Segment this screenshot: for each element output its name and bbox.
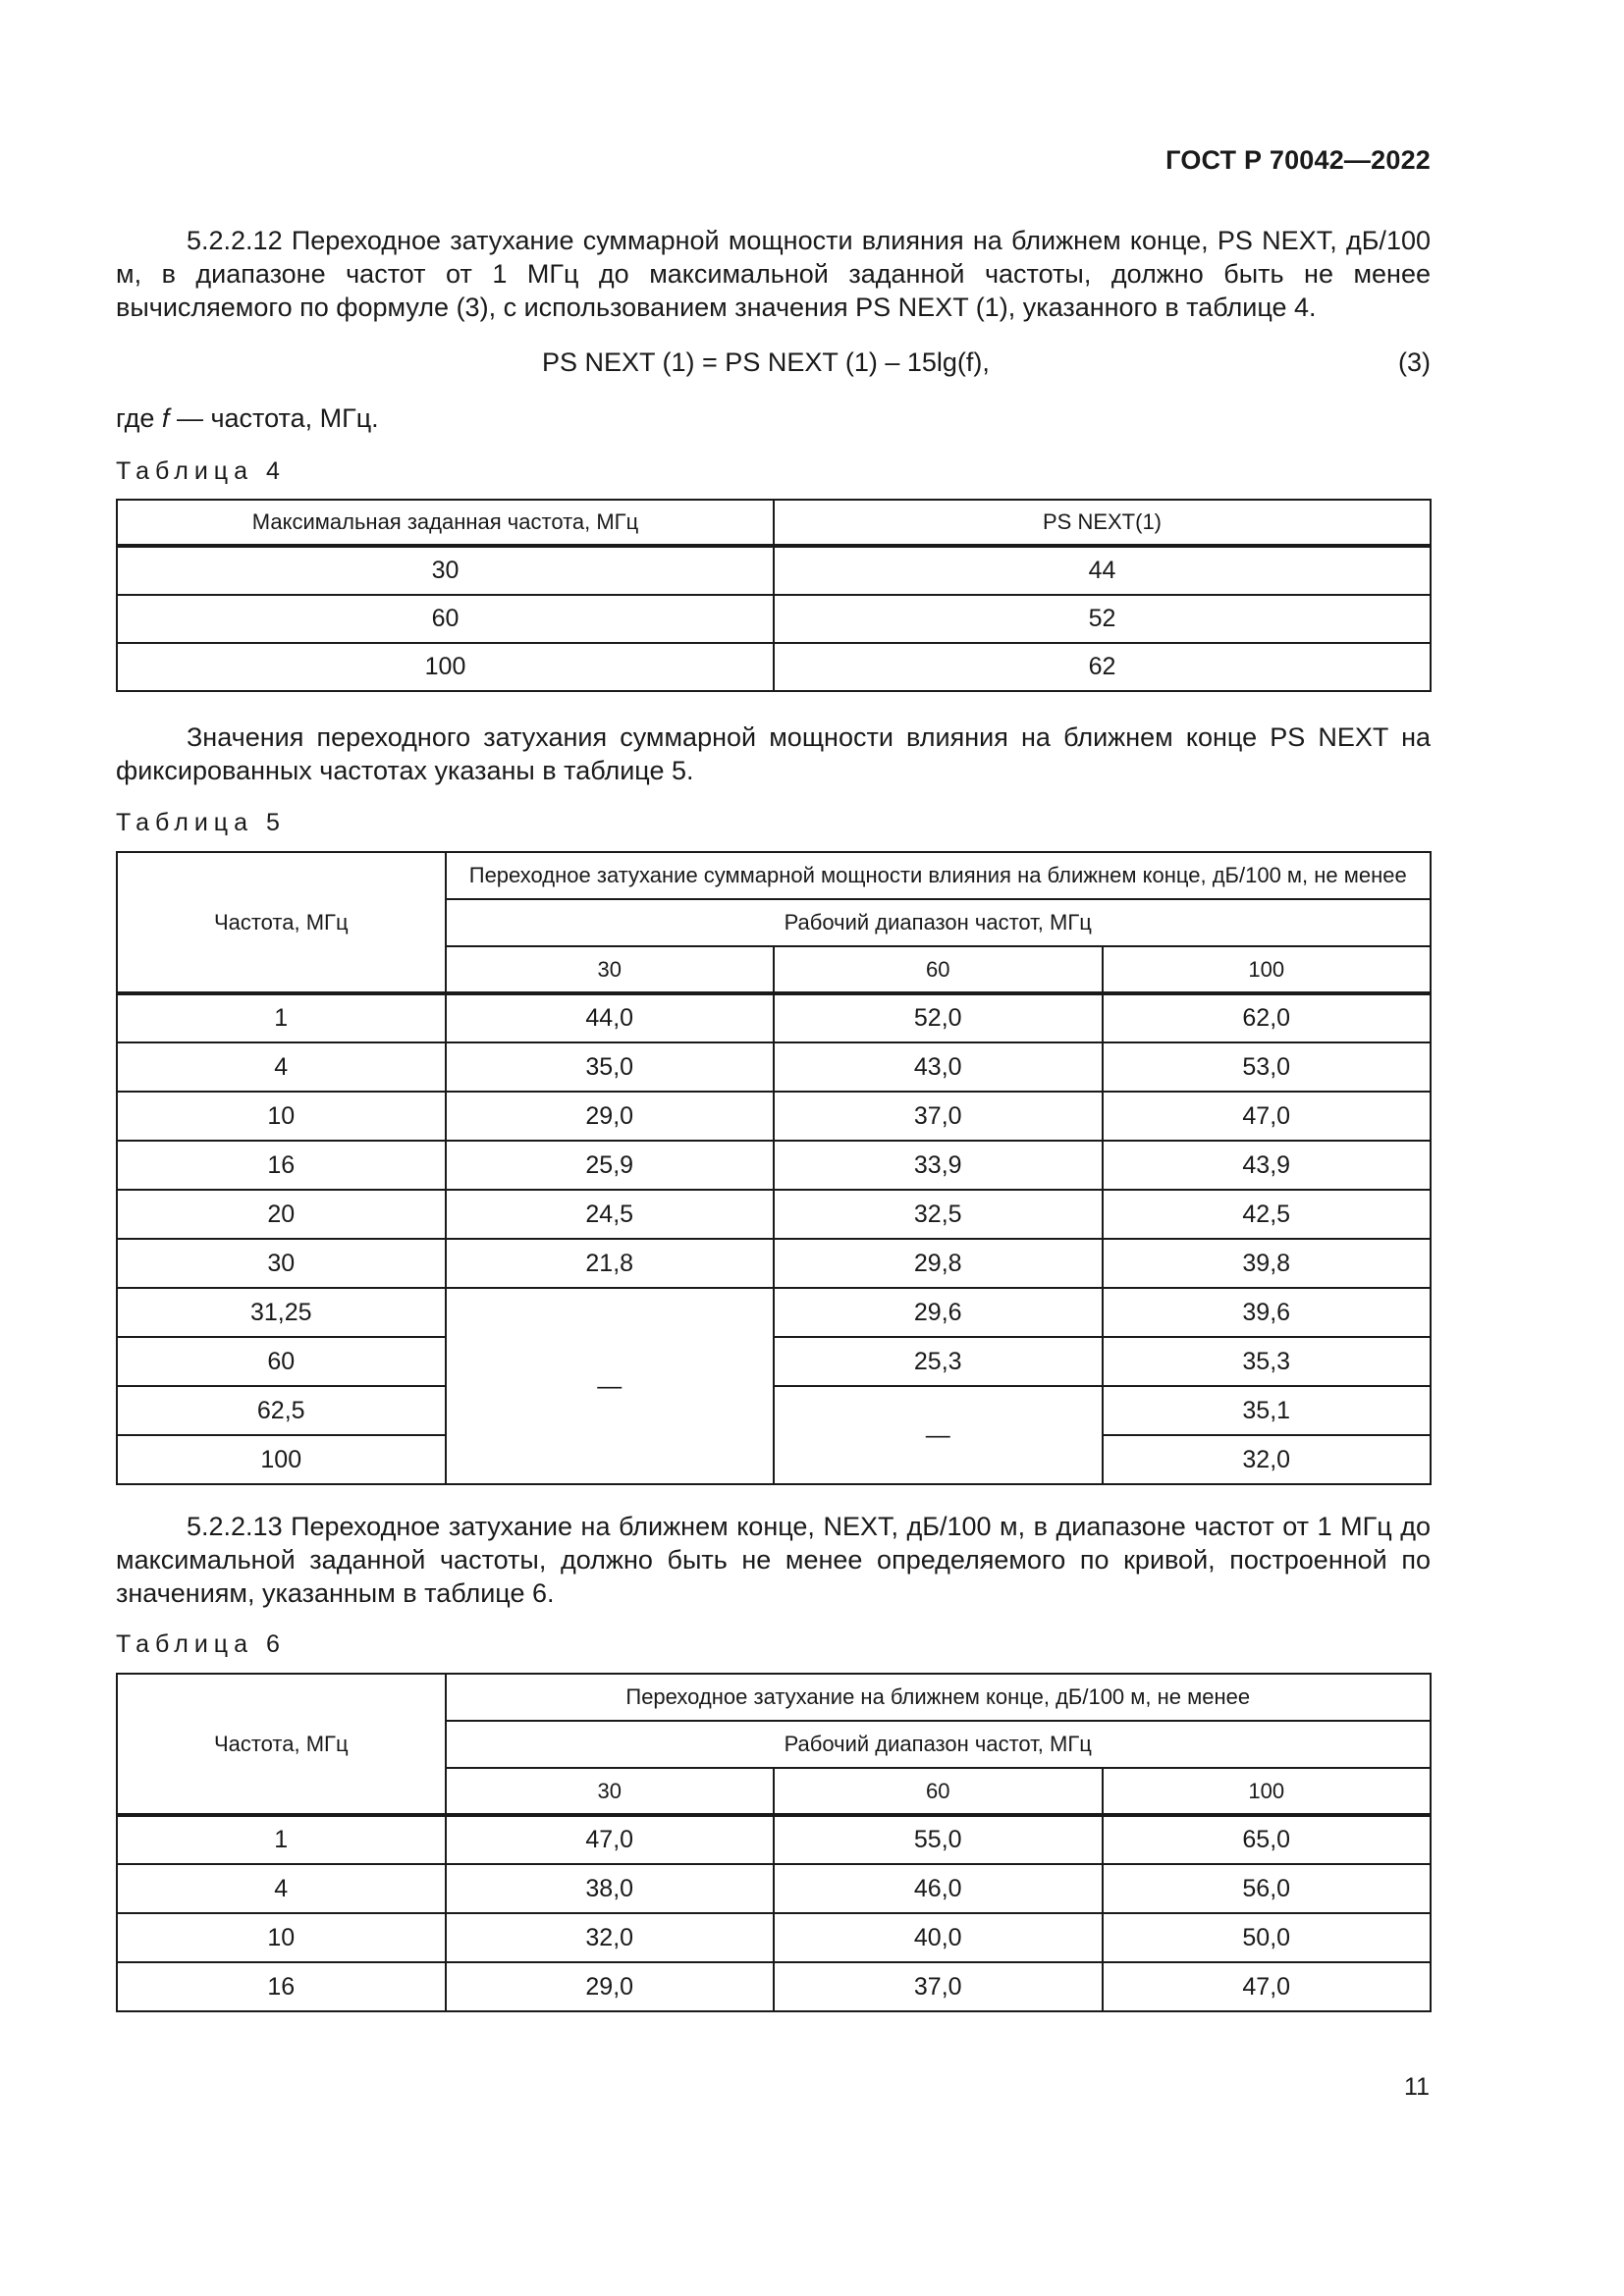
paragraph-5-2-2-13: 5.2.2.13 Переходное затухание на ближнем конце, NEXT, дБ/100 м, в диапазоне частот от 1 МГц до максимальной заданной частоты, должно быть не менее определяемого по кривой, построенной по значениям, указанным в таблице 6. xyxy=(116,1512,1431,1608)
table-5-caption: Таблица 5 xyxy=(116,809,286,836)
table-cell: 42,5 xyxy=(1103,1190,1432,1239)
table-cell: 32,0 xyxy=(1103,1435,1432,1484)
table-row xyxy=(117,546,1431,595)
table-cell: 29,0 xyxy=(446,1962,775,2011)
table-cell: 62 xyxy=(774,643,1431,691)
table-cell: 100 xyxy=(117,1435,446,1484)
table-cell: 10 xyxy=(117,1913,446,1962)
table-header-cell: Максимальная заданная частота, МГц xyxy=(117,500,774,546)
table-header-cell: Рабочий диапазон частот, МГц xyxy=(446,1721,1432,1768)
table-cell: 16 xyxy=(117,1962,446,2011)
table-row xyxy=(117,1815,1431,1864)
table-cell: 53,0 xyxy=(1103,1042,1432,1092)
table-cell: 32,5 xyxy=(774,1190,1103,1239)
table-cell: 1 xyxy=(117,1815,446,1864)
table-row xyxy=(117,1864,1431,1913)
table-cell: 55,0 xyxy=(774,1815,1103,1864)
paragraph-5-2-2-12: 5.2.2.12 Переходное затухание суммарной мощности влияния на ближнем конце, PS NEXT, дБ/100 м, в диапазоне частот от 1 МГц до максимальной заданной частоты, должно быть не менее вычисляемого по формуле (3), с использованием значения PS NEXT (1), указанного в таблице 4. xyxy=(116,226,1431,322)
table-header-row xyxy=(117,500,1431,546)
table-cell: 35,3 xyxy=(1103,1337,1432,1386)
table-cell: 25,9 xyxy=(446,1141,775,1190)
table-row xyxy=(117,1042,1431,1092)
table-header-cell: 100 xyxy=(1103,1768,1432,1815)
table-cell: 62,0 xyxy=(1103,993,1432,1042)
table-header-row xyxy=(117,1674,1431,1721)
table-6-caption: Таблица 6 xyxy=(116,1630,286,1658)
table-row xyxy=(117,1337,1431,1386)
table-cell: 31,25 xyxy=(117,1288,446,1337)
table-cell: 35,0 xyxy=(446,1042,775,1092)
table-cell: 30 xyxy=(117,546,774,595)
table-header-cell: Частота, МГц xyxy=(117,1674,446,1815)
table-cell: 37,0 xyxy=(774,1092,1103,1141)
table-cell: 39,6 xyxy=(1103,1288,1432,1337)
table-header-cell: 30 xyxy=(446,1768,775,1815)
table-cell: 100 xyxy=(117,643,774,691)
table-cell: 29,6 xyxy=(774,1288,1103,1337)
table-cell: 29,0 xyxy=(446,1092,775,1141)
paragraph-table-5-intro: Значения переходного затухания суммарной мощности влияния на ближнем конце PS NEXT на фиксированных частотах указаны в таблице 5. xyxy=(116,722,1431,785)
table-header-row xyxy=(117,852,1431,899)
table-cell: 20 xyxy=(117,1190,446,1239)
table-cell: 30 xyxy=(117,1239,446,1288)
table-cell: 32,0 xyxy=(446,1913,775,1962)
table-header-cell: Переходное затухание на ближнем конце, дБ/100 м, не менее xyxy=(446,1674,1432,1721)
table-4-caption: Таблица 4 xyxy=(116,457,286,485)
table-header-cell: Частота, МГц xyxy=(117,852,446,993)
table-cell: 24,5 xyxy=(446,1190,775,1239)
table-cell-dash: — xyxy=(446,1288,775,1484)
table-4 xyxy=(116,499,1432,692)
table-cell: 56,0 xyxy=(1103,1864,1432,1913)
table-cell: 21,8 xyxy=(446,1239,775,1288)
table-header-cell: Переходное затухание суммарной мощности влияния на ближнем конце, дБ/100 м, не менее xyxy=(446,852,1432,899)
table-cell: 40,0 xyxy=(774,1913,1103,1962)
table-cell: 35,1 xyxy=(1103,1386,1432,1435)
table-row xyxy=(117,1288,1431,1337)
table-cell: 46,0 xyxy=(774,1864,1103,1913)
formula-where xyxy=(116,401,379,435)
table-cell: 10 xyxy=(117,1092,446,1141)
table-row xyxy=(117,595,1431,643)
document-code: ГОСТ Р 70042—2022 xyxy=(1165,145,1431,175)
table-cell: 4 xyxy=(117,1042,446,1092)
table-cell: 33,9 xyxy=(774,1141,1103,1190)
table-cell: 38,0 xyxy=(446,1864,775,1913)
table-row xyxy=(117,1141,1431,1190)
formula-expression: PS NEXT (1) = PS NEXT (1) – 15lg(f), xyxy=(542,347,990,377)
table-row xyxy=(117,993,1431,1042)
table-row xyxy=(117,1962,1431,2011)
table-cell: 44 xyxy=(774,546,1431,595)
table-cell: 47,0 xyxy=(1103,1092,1432,1141)
table-header-cell: 60 xyxy=(774,1768,1103,1815)
table-cell: 47,0 xyxy=(446,1815,775,1864)
table-5 xyxy=(116,851,1432,1485)
table-row xyxy=(117,1913,1431,1962)
where-prefix: где xyxy=(116,403,162,433)
table-cell: 43,9 xyxy=(1103,1141,1432,1190)
table-cell: 52 xyxy=(774,595,1431,643)
table-header-cell: 60 xyxy=(774,946,1103,993)
formula-number: (3) xyxy=(1398,347,1431,377)
table-cell: 60 xyxy=(117,595,774,643)
formula-3 xyxy=(116,346,1431,379)
page-number: 11 xyxy=(1404,2073,1430,2101)
table-cell: 62,5 xyxy=(117,1386,446,1435)
where-suffix: — частота, МГц. xyxy=(169,403,379,433)
table-cell: 16 xyxy=(117,1141,446,1190)
table-header-cell: Рабочий диапазон частот, МГц xyxy=(446,899,1432,946)
table-cell: 1 xyxy=(117,993,446,1042)
table-6 xyxy=(116,1673,1432,2012)
table-cell: 44,0 xyxy=(446,993,775,1042)
table-row xyxy=(117,1190,1431,1239)
table-row xyxy=(117,643,1431,691)
table-cell: 60 xyxy=(117,1337,446,1386)
table-row xyxy=(117,1239,1431,1288)
table-cell-dash: — xyxy=(774,1386,1103,1484)
table-cell: 43,0 xyxy=(774,1042,1103,1092)
table-row xyxy=(117,1092,1431,1141)
table-cell: 37,0 xyxy=(774,1962,1103,2011)
table-header-cell: 30 xyxy=(446,946,775,993)
table-cell: 50,0 xyxy=(1103,1913,1432,1962)
table-header-cell: 100 xyxy=(1103,946,1432,993)
table-row xyxy=(117,1386,1431,1435)
table-cell: 29,8 xyxy=(774,1239,1103,1288)
table-cell: 47,0 xyxy=(1103,1962,1432,2011)
where-variable: f xyxy=(161,403,170,433)
table-cell: 52,0 xyxy=(774,993,1103,1042)
table-cell: 39,8 xyxy=(1103,1239,1432,1288)
table-cell: 65,0 xyxy=(1103,1815,1432,1864)
table-header-cell: PS NEXT(1) xyxy=(774,500,1431,546)
table-cell: 25,3 xyxy=(774,1337,1103,1386)
table-cell: 4 xyxy=(117,1864,446,1913)
